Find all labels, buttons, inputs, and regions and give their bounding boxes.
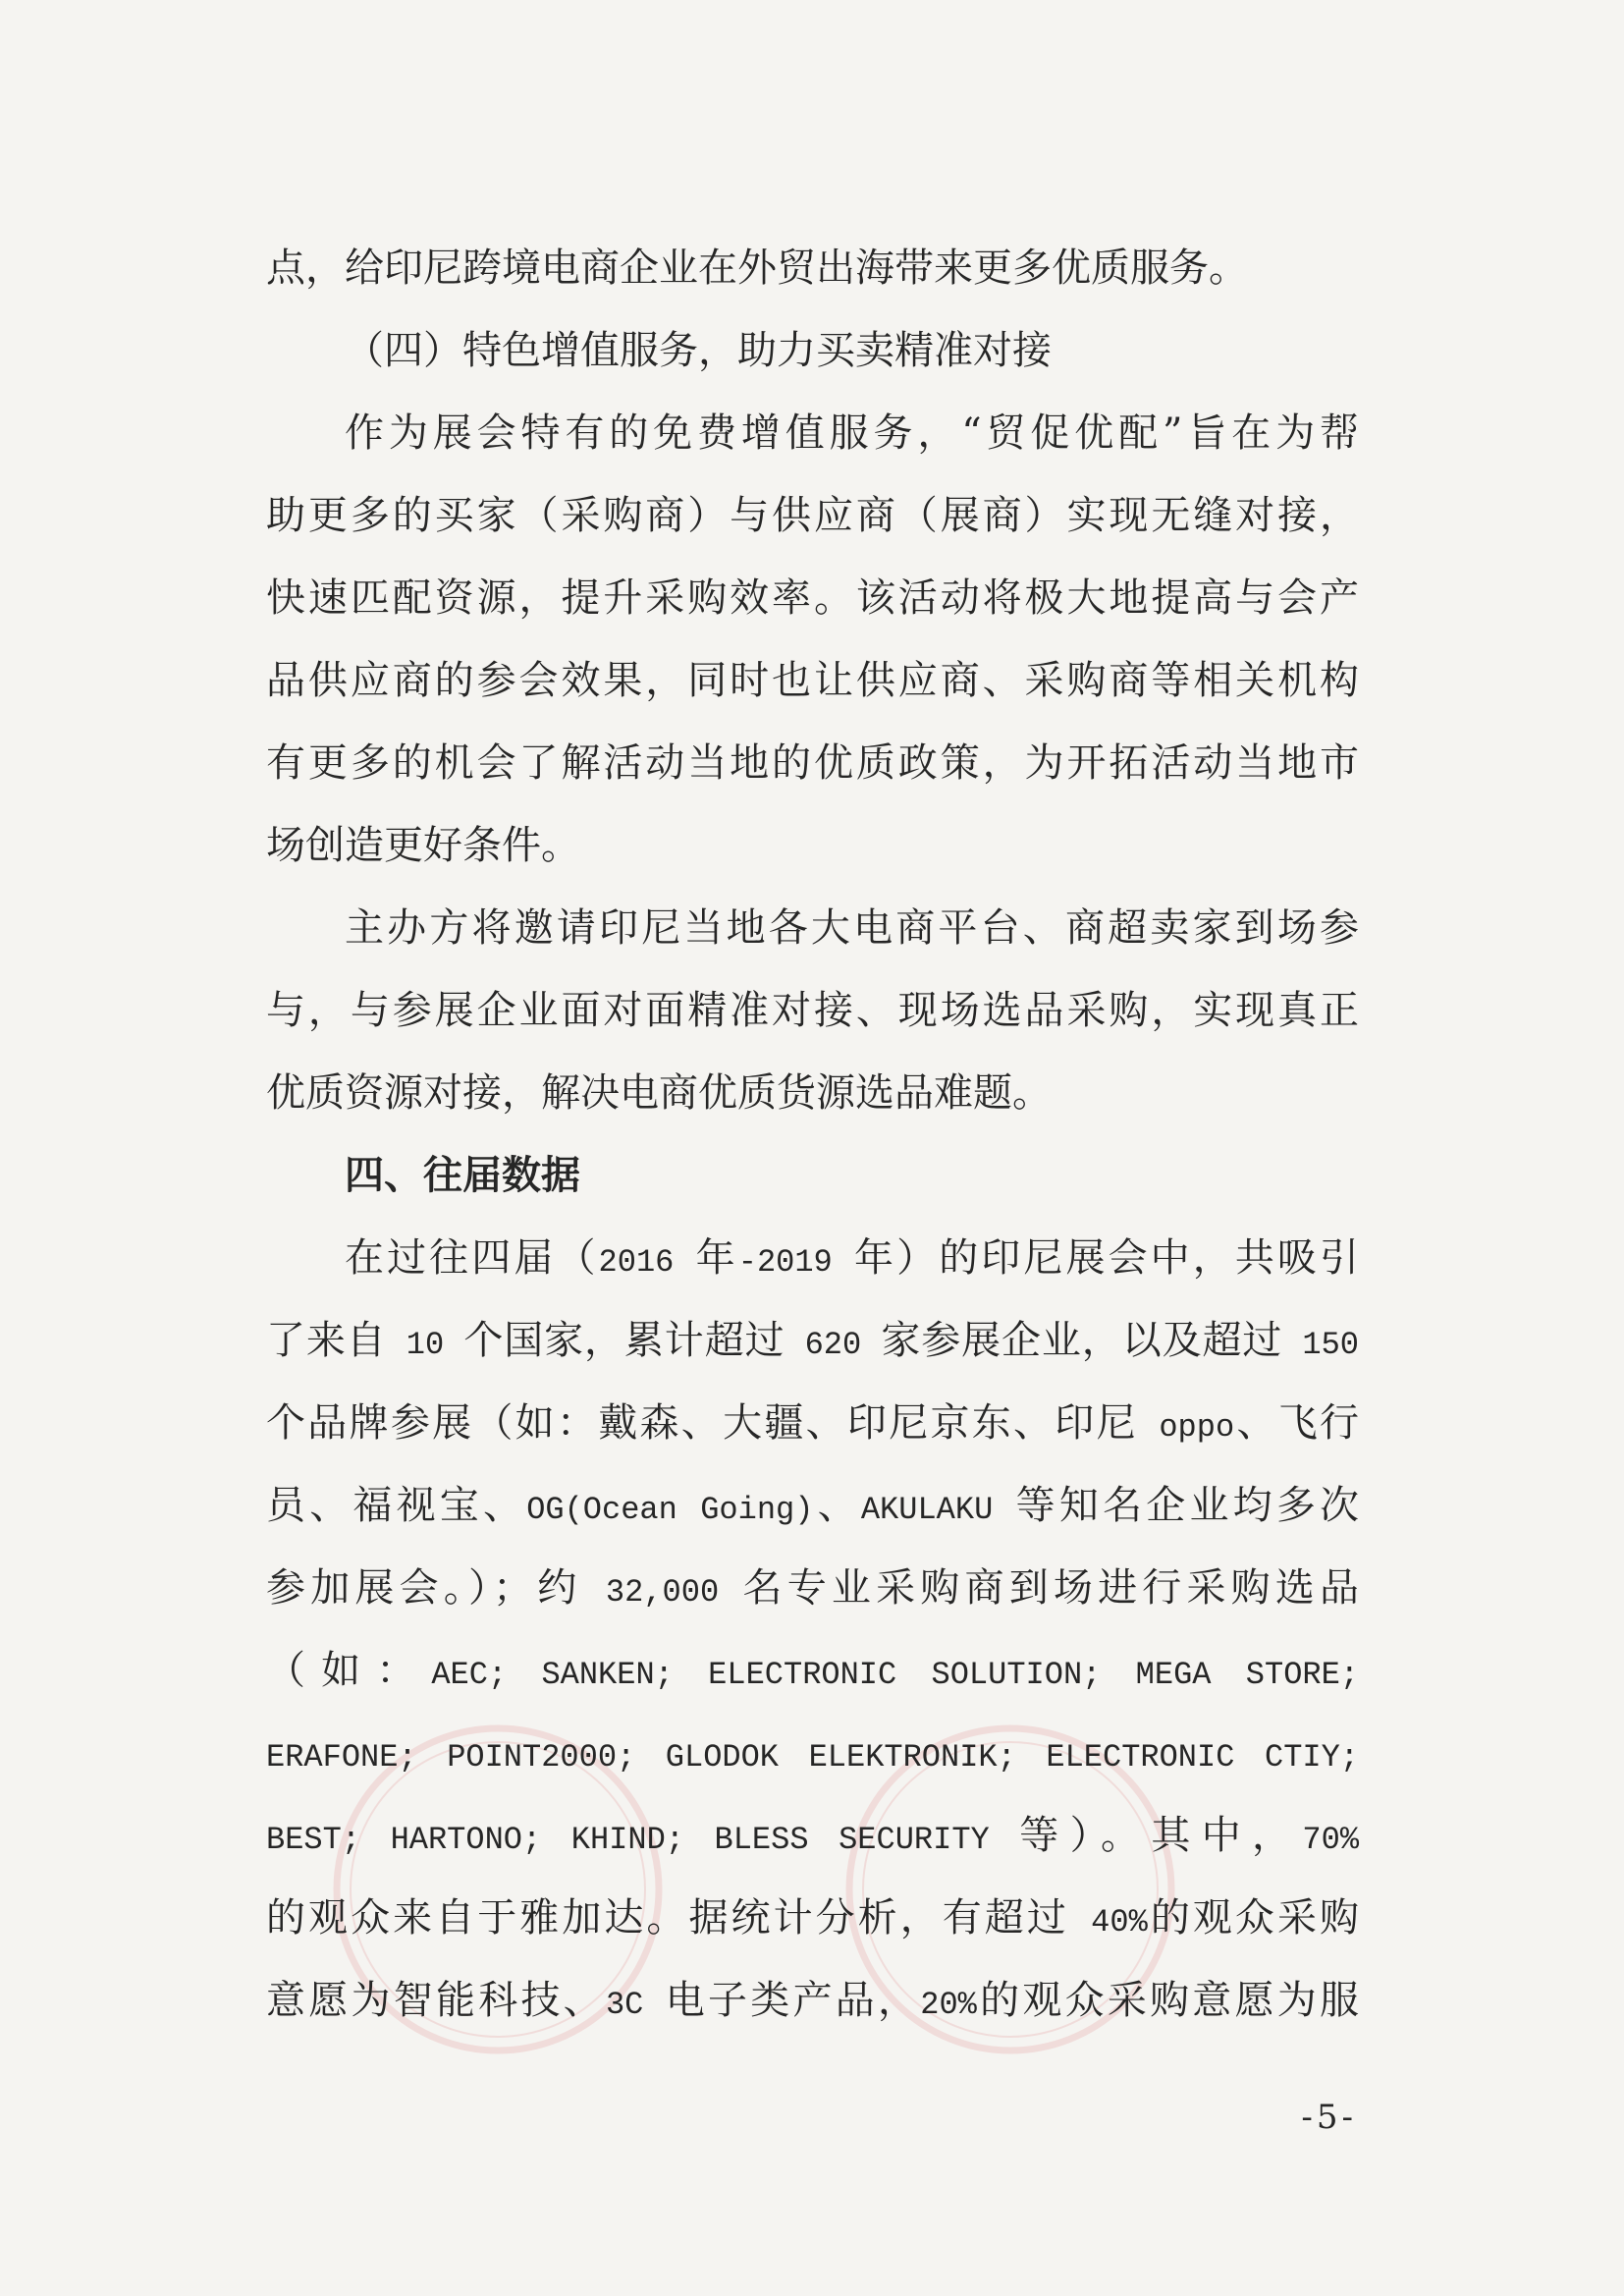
body-line: （如：AEC; SANKEN; ELECTRONIC SOLUTION; MEGA STORE; [266,1648,1360,1693]
latin-text: 3C [605,1987,666,2023]
latin-text: 70% [1302,1822,1360,1858]
body-line: 员、福视宝、OG(Ocean Going)、AKULAKU 等知名企业均多次 [266,1483,1360,1528]
latin-text: -2019 [737,1244,855,1281]
body-line: 助更多的买家（采购商）与供应商（展商）实现无缝对接， [266,493,1359,538]
body-line: 品供应商的参会效果，同时也让供应商、采购商等相关机构 [266,658,1359,703]
latin-text: OG(Ocean Going) [526,1492,814,1528]
body-line: 快速匹配资源，提升采购效率。该活动将极大地提高与会产 [266,575,1359,621]
latin-text: ERAFONE; POINT2000; GLODOK ELEKTRONIK; ELECTRONIC CTIY; [266,1739,1359,1776]
body-line: 有更多的机会了解活动当地的优质政策，为开拓活动当地市 [266,740,1359,786]
page-number: -5- [1301,2098,1357,2137]
body-line: 与，与参展企业面对面精准对接、现场选品采购，实现真正 [266,988,1359,1033]
latin-text: oppo [1137,1409,1235,1446]
body-line: 作为展会特有的免费增值服务，“贸促优配”旨在为帮 [345,410,1359,456]
section-heading: 四、往届数据 [345,1153,580,1198]
body-line: 了来自 10 个国家，累计超过 620 家参展企业，以及超过 150 [266,1318,1360,1363]
latin-text: 32,000 [581,1574,743,1611]
latin-text: 620 [785,1327,882,1363]
subsection-heading: （四）特色增值服务，助力买卖精准对接 [345,328,1052,373]
latin-text: 2016 [598,1244,696,1281]
body-line: 个品牌参展（如：戴森、大疆、印尼京东、印尼 oppo、飞行 [266,1400,1360,1446]
body-line: 意愿为智能科技、3C 电子类产品，20%的观众采购意愿为服 [266,1978,1360,2023]
latin-text: AKULAKU [860,1492,1016,1528]
body-line [266,1712,1359,1794]
body-line: 主办方将邀请印尼当地各大电商平台、商超卖家到场参 [345,905,1359,951]
body-line: 优质资源对接，解决电商优质货源选品难题。 [266,1070,1052,1116]
body-text [266,227,1359,2042]
latin-text: 10 [386,1327,464,1363]
latin-text: 20% [920,1987,977,2023]
latin-text: AEC; SANKEN; ELECTRONIC SOLUTION; MEGA STORE; [431,1657,1360,1693]
latin-text: 150 [1282,1327,1360,1363]
body-line: 的观众来自于雅加达。据统计分析，有超过 40%的观众采购 [266,1895,1360,1941]
body-line: BEST; HARTONO; KHIND; BLESS SECURITY 等）。其中，70% [266,1813,1360,1858]
latin-text: 40% [1068,1904,1148,1941]
body-line: 在过往四届（2016 年-2019 年）的印尼展会中，共吸引 [345,1235,1360,1281]
body-line: 点，给印尼跨境电商企业在外贸出海带来更多优质服务。 [266,246,1248,291]
body-line: 参加展会。）；约 32,000 名专业采购商到场进行采购选品 [266,1565,1360,1611]
body-line: 场创造更好条件。 [266,823,580,868]
latin-text: BEST; HARTONO; KHIND; BLESS SECURITY [266,1822,1020,1858]
